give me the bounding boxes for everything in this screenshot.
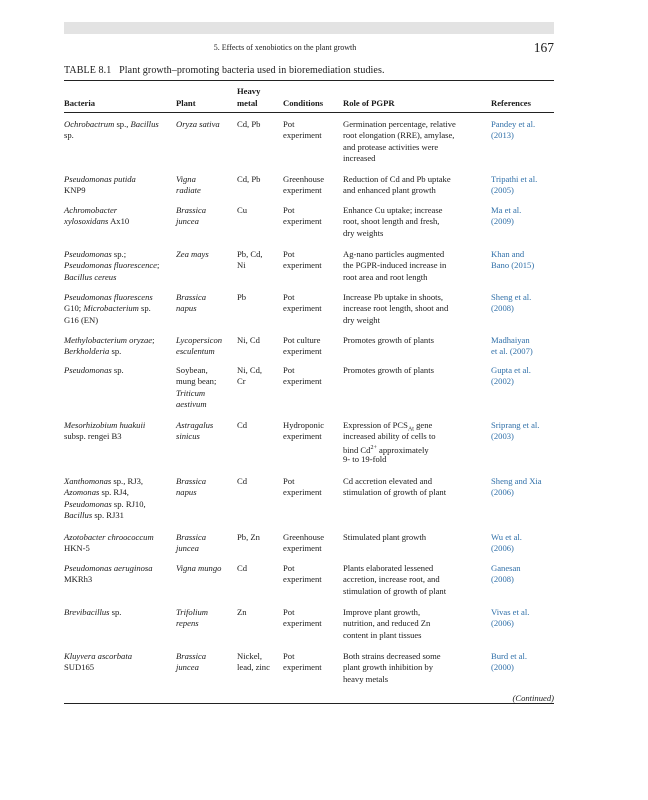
cell-bacteria: Pseudomonas fluorescens — [64, 292, 153, 302]
page-number: 167 — [533, 40, 554, 55]
cell-conditions: experiment — [283, 662, 322, 673]
cell-references: (2002) — [491, 376, 514, 387]
cell-references: (2003) — [491, 431, 514, 442]
cell-bacteria: SUD165 — [64, 662, 95, 673]
table-header-rule — [64, 112, 554, 113]
cell-plant: Trifolium — [176, 607, 208, 617]
cell-conditions: Pot — [283, 249, 295, 259]
chapter-title: 5. Effects of xenobiotics on the plant growth — [213, 43, 357, 52]
cell-role: dry weight — [343, 314, 380, 325]
cell-bacteria: Azomonas sp. RJ4, — [64, 487, 129, 498]
header-role: Role of PGPR — [343, 98, 395, 108]
header-plant: Plant — [176, 98, 196, 108]
cell-conditions: experiment — [283, 487, 322, 498]
cell-role: content in plant tissues — [343, 629, 422, 640]
cell-role: stimulation of growth of plant — [343, 487, 447, 498]
cell-role: increase root length, shoot and — [343, 303, 449, 314]
cell-plant: Astragalus — [176, 420, 214, 430]
cell-role: nutrition, and reduced Zn — [343, 618, 431, 629]
header-bacteria: Bacteria — [64, 98, 96, 108]
cell-plant: repens — [176, 618, 199, 629]
table-title: Plant growth–promoting bacteria used in bioremediation studies. — [119, 65, 385, 76]
cell-plant: esculentum — [176, 346, 215, 357]
cell-plant: Zea mays — [176, 249, 209, 259]
cell-metal: Pb, Zn — [237, 532, 260, 542]
cell-plant: Brassica — [176, 205, 207, 215]
cell-metal: Cd, Pb — [237, 174, 261, 184]
cell-references: Khan and — [491, 249, 525, 259]
header-references: References — [491, 98, 531, 108]
cell-metal: lead, zinc — [237, 662, 270, 673]
cell-role: Increase Pb uptake in shoots, — [343, 292, 443, 302]
cell-plant: Brassica — [176, 476, 207, 486]
cell-conditions: Pot — [283, 292, 295, 302]
cell-role: Ag-nano particles augmented — [343, 249, 445, 259]
cell-role: and protease activities were — [343, 141, 439, 152]
cell-references: Ganesan — [491, 563, 521, 573]
cell-role: Promotes growth of plants — [343, 365, 434, 375]
cell-conditions: experiment — [283, 543, 322, 554]
cell-references: Bano (2015) — [491, 260, 535, 271]
cell-role: dry weights — [343, 227, 384, 238]
cell-bacteria: Achromobacter — [64, 205, 118, 215]
cell-bacteria: Mesorhizobium huakuii — [64, 420, 146, 430]
cell-conditions: Hydroponic — [283, 420, 325, 430]
cell-role: and enhanced plant growth — [343, 185, 436, 196]
cell-bacteria: G16 (EN) — [64, 314, 99, 325]
cell-references: (2006) — [491, 543, 514, 554]
cell-references: (2008) — [491, 303, 514, 314]
cell-bacteria: Kluyvera ascorbata — [64, 651, 133, 661]
cell-references: Sheng and Xia — [491, 476, 542, 486]
cell-references: Wu et al. — [491, 532, 522, 542]
cell-conditions: experiment — [283, 216, 322, 227]
cell-metal: Cd — [237, 476, 248, 486]
cell-conditions: Pot — [283, 563, 295, 573]
header-conditions: Conditions — [283, 98, 324, 108]
cell-conditions: Pot — [283, 205, 295, 215]
cell-role: Reduction of Cd and Pb uptake — [343, 174, 451, 184]
cell-metal: Cd — [237, 420, 248, 430]
cell-conditions: experiment — [283, 260, 322, 271]
cell-conditions: experiment — [283, 346, 322, 357]
cell-conditions: experiment — [283, 431, 322, 442]
cell-role: 9- to 19-fold — [343, 453, 387, 464]
cell-conditions: Pot — [283, 365, 295, 375]
cell-references: (2008) — [491, 574, 514, 585]
cell-role: root, shoot length and fresh, — [343, 216, 440, 227]
cell-role: increased ability of cells to — [343, 431, 436, 442]
cell-references: Ma et al. — [491, 205, 522, 215]
cell-bacteria: Pseudomonas putida — [64, 174, 136, 184]
cell-conditions: Greenhouse — [283, 532, 325, 542]
cell-role: Enhance Cu uptake; increase — [343, 205, 443, 215]
cell-conditions: Pot — [283, 119, 295, 129]
cell-metal: Ni, Cd — [237, 335, 260, 345]
cell-plant: Vigna mungo — [176, 563, 222, 573]
cell-plant: Soybean, — [176, 365, 208, 375]
cell-references: (2009) — [491, 216, 514, 227]
cell-references: (2006) — [491, 487, 514, 498]
cell-references: Gupta et al. — [491, 365, 531, 375]
cell-bacteria: Methylobacterium oryzae; — [64, 335, 155, 345]
cell-metal: Cd, Pb — [237, 119, 261, 129]
cell-references: (2005) — [491, 185, 514, 196]
cell-bacteria: HKN-5 — [64, 543, 90, 554]
table-label: TABLE 8.1 — [64, 65, 112, 76]
cell-references: (2000) — [491, 662, 514, 673]
cell-bacteria: KNP9 — [64, 185, 86, 196]
cell-metal: Pb — [237, 292, 247, 302]
cell-role: root elongation (RRE), amylase, — [343, 130, 455, 141]
continued-note: (Continued) — [512, 693, 554, 703]
cell-role: Plants elaborated lessened — [343, 563, 434, 573]
cell-plant: Brassica — [176, 292, 207, 302]
cell-metal: Cr — [237, 376, 246, 387]
cell-conditions: Pot — [283, 476, 295, 486]
cell-references: Vivas et al. — [491, 607, 530, 617]
cell-bacteria: Pseudomonas fluorescence; — [64, 260, 160, 271]
cell-bacteria: MKRh3 — [64, 574, 93, 585]
cell-references: (2006) — [491, 618, 514, 629]
cell-role: Promotes growth of plants — [343, 335, 434, 345]
cell-plant: Brassica — [176, 651, 207, 661]
cell-role: heavy metals — [343, 673, 389, 684]
cell-plant: mung bean; — [176, 376, 217, 387]
cell-plant: aestivum — [176, 398, 207, 409]
cell-bacteria: Pseudomonas sp.; — [64, 249, 127, 259]
cell-plant: Brassica — [176, 532, 207, 542]
cell-bacteria: Ochrobactrum sp., Bacillus — [64, 119, 159, 129]
cell-metal: Nickel, — [237, 651, 263, 661]
cell-bacteria: xylosoxidans Ax10 — [64, 216, 130, 227]
cell-conditions: experiment — [283, 185, 322, 196]
cell-role: Cd accretion elevated and — [343, 476, 432, 486]
cell-plant: napus — [176, 487, 197, 498]
header-metal: metal — [237, 98, 258, 108]
header-band — [64, 22, 554, 34]
cell-metal: Ni — [237, 260, 246, 271]
cell-role: the PGPR-induced increase in — [343, 260, 447, 271]
cell-bacteria: Pseudomonas sp. RJ10, — [64, 498, 146, 509]
cell-plant: Oryza sativa — [176, 119, 220, 129]
cell-role: stimulation of growth of plant — [343, 585, 447, 596]
cell-references: Madhaiyan — [491, 335, 530, 345]
cell-role: bind $Cd^{2+}$ approximately — [343, 444, 429, 455]
cell-conditions: experiment — [283, 130, 322, 141]
cell-conditions: Pot — [283, 651, 295, 661]
cell-bacteria: G10; Microbacterium sp. — [64, 303, 151, 314]
cell-metal: Cu — [237, 205, 248, 215]
cell-references: Pandey et al. — [491, 119, 536, 129]
table-caption — [64, 65, 385, 76]
table-top-rule — [64, 80, 554, 81]
cell-role: Expression of $PCS_{At}$ gene — [343, 420, 433, 433]
cell-conditions: experiment — [283, 574, 322, 585]
cell-role: root area and root length — [343, 271, 428, 282]
cell-bacteria: Azotobacter chroococcum — [64, 532, 154, 542]
cell-conditions: Pot culture — [283, 335, 321, 345]
cell-plant: Triticum — [176, 387, 206, 398]
cell-references: et al. (2007) — [491, 346, 533, 357]
cell-plant: sinicus — [176, 431, 200, 442]
cell-plant: Vigna — [176, 174, 196, 184]
cell-bacteria: subsp. rengei B3 — [64, 431, 122, 442]
cell-conditions: experiment — [283, 303, 322, 314]
cell-role: increased — [343, 152, 376, 163]
cell-role: accretion, increase root, and — [343, 574, 440, 585]
cell-bacteria: sp. — [64, 130, 74, 141]
cell-role: Germination percentage, relative — [343, 119, 456, 129]
cell-bacteria: Bacillus sp. RJ31 — [64, 509, 124, 520]
cell-role: Stimulated plant growth — [343, 532, 427, 542]
cell-role: Both strains decreased some — [343, 651, 441, 661]
cell-metal: Pb, Cd, — [237, 249, 263, 259]
cell-references: Burd et al. — [491, 651, 528, 661]
cell-references: Sriprang et al. — [491, 420, 540, 430]
cell-plant: juncea — [176, 543, 199, 554]
cell-plant: Lycopersicon — [176, 335, 223, 345]
cell-conditions: Greenhouse — [283, 174, 325, 184]
table-bottom-rule — [64, 703, 554, 704]
cell-plant: napus — [176, 303, 197, 314]
cell-metal: Ni, Cd, — [237, 365, 263, 375]
cell-plant: juncea — [176, 216, 199, 227]
cell-bacteria: Berkholderia sp. — [64, 346, 122, 357]
cell-metal: Zn — [237, 607, 247, 617]
cell-bacteria: Brevibacillus sp. — [64, 607, 122, 617]
cell-references: Sheng et al. — [491, 292, 532, 302]
cell-conditions: Pot — [283, 607, 295, 617]
cell-role: plant growth inhibition by — [343, 662, 433, 673]
cell-bacteria: Pseudomonas sp. — [64, 365, 124, 375]
cell-plant: juncea — [176, 662, 199, 673]
cell-role: Improve plant growth, — [343, 607, 421, 617]
cell-metal: Cd — [237, 563, 248, 573]
cell-plant: radiate — [176, 185, 201, 196]
running-head — [64, 40, 554, 60]
cell-references: (2013) — [491, 130, 514, 141]
cell-bacteria: Pseudomonas aeruginosa — [64, 563, 153, 573]
cell-bacteria: Xanthomonas sp., RJ3, — [64, 476, 144, 486]
cell-conditions: experiment — [283, 618, 322, 629]
cell-conditions: experiment — [283, 376, 322, 387]
header-heavy: Heavy — [237, 86, 261, 96]
cell-bacteria: Bacillus cereus — [64, 271, 117, 282]
cell-references: Tripathi et al. — [491, 174, 538, 184]
